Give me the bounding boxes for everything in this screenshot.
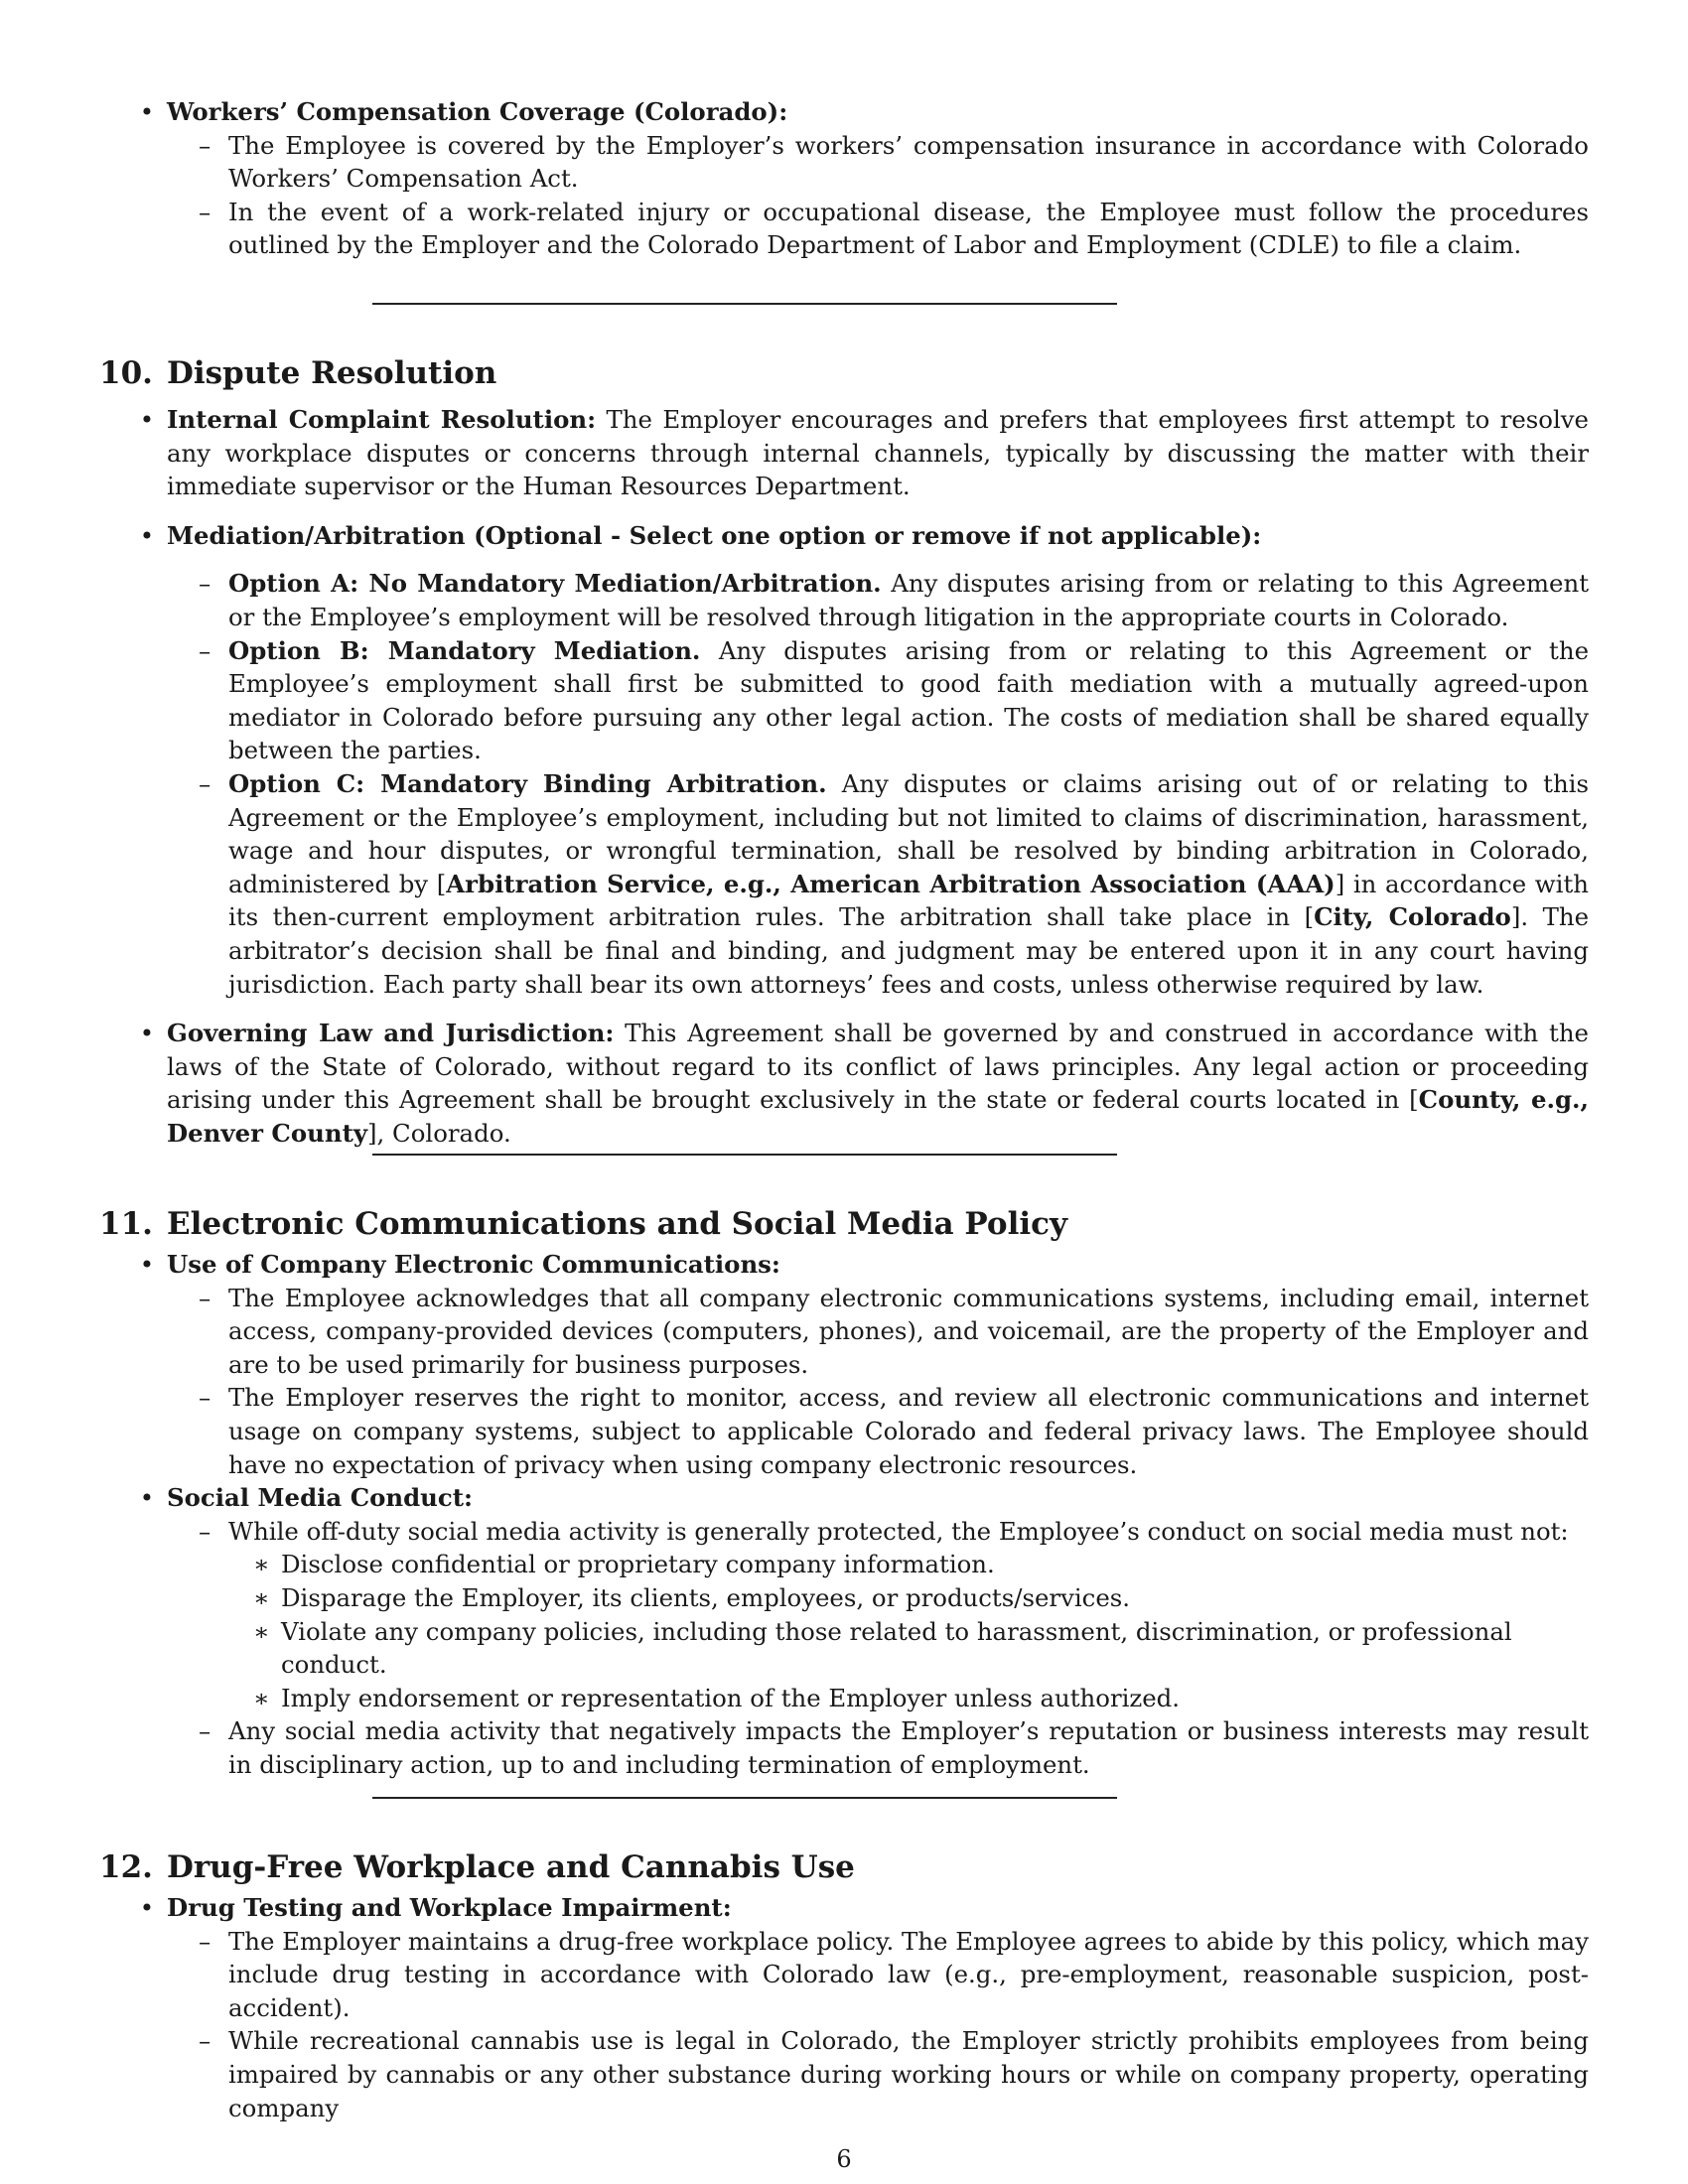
workers-comp-item-text: In the event of a work-related injury or occupational disease, the Employee must follow the procedures outlined by the Employer and the Colorado Department of Labor and Employment (CDLE) to file a claim. (228, 197, 1589, 260)
electronic-use-item-2 (99, 1381, 1589, 1481)
electronic-use-label: Use of Company Electronic Communications: (167, 1250, 780, 1279)
section-number: 10. (99, 355, 153, 391)
drug-testing-item-text: While recreational cannabis use is legal in Colorado, the Employer strictly prohibits employees from being impaired by cannabis or any other substance during working hours or while on company property, operating company (228, 2026, 1589, 2122)
social-media-rule-2 (99, 1581, 1589, 1615)
document-page (99, 95, 1589, 262)
dash-glyph: – (199, 130, 211, 160)
workers-comp-item-text: The Employee is covered by the Employer’s workers’ compensation insurance in accordance with Colorado Workers’ Compensation Act. (228, 130, 1589, 194)
star-glyph: ∗ (253, 1582, 270, 1612)
bullet-electronic-use (99, 1248, 1589, 1282)
governing-law-text: This Agreement shall be governed by and construed in accordance with the laws of the State of Colorado, without regard to its conflict of laws principles. Any legal action or proceeding arising under this Agreement shall be brought exclusively in the state or federal courts located in [ (167, 1019, 1589, 1115)
section-12 (99, 1847, 1589, 2124)
section-title: Drug-Free Workplace and Cannabis Use (166, 1849, 855, 1885)
page-number: 6 (836, 2145, 852, 2173)
drug-testing-item-text: The Employer maintains a drug-free workplace policy. The Employee agrees to abide by this policy, which may include drug testing in accordance with Colorado law (e.g., pre-employment, reasonable suspicion, post-accident). (228, 1926, 1589, 2022)
section-divider (372, 1797, 1117, 1799)
dash-glyph: – (199, 635, 211, 665)
dash-glyph: – (199, 569, 211, 599)
workers-comp-heading: Workers’ Compensation Coverage (Colorado): (167, 97, 788, 126)
dash-glyph: – (199, 197, 211, 226)
drug-testing-item-2 (99, 2024, 1589, 2124)
bullet-glyph: • (139, 1250, 155, 1279)
option-c-text: Any disputes or claims arising out of or relating to this Agreement or the Employee’s employment, including but not limited to claims of discrimination, harassment, wage and hour disputes, or wrongful termination, shall be resolved by binding arbitration in Colorado, administered by [ (228, 768, 1589, 898)
social-media-rule-1 (99, 1548, 1589, 1581)
section-title: Dispute Resolution (166, 355, 497, 391)
governing-law-text: ], Colorado. (367, 1118, 511, 1148)
section-title: Electronic Communications and Social Media Policy (166, 1206, 1068, 1242)
dash-glyph: – (199, 1283, 211, 1312)
bullet-glyph: • (139, 520, 155, 550)
star-glyph: ∗ (253, 1616, 270, 1646)
social-media-rule-4 (99, 1682, 1589, 1715)
mediation-label: Mediation/Arbitration (Optional - Select one option or remove if not applicable): (167, 520, 1262, 550)
governing-law-label: Governing Law and Jurisdiction: (167, 1019, 615, 1048)
bullet-mediation (99, 519, 1589, 553)
star-glyph: ∗ (253, 1683, 270, 1712)
bullet-glyph: • (139, 97, 155, 126)
bullet-social-media (99, 1481, 1589, 1515)
option-c-text: ]. The arbitrator’s decision shall be final and binding, and judgment may be entered upon it in any court having jurisdiction. Each party shall bear its own attorneys’ fees and costs, unless otherwise required by law. (228, 902, 1590, 999)
dash-glyph: – (199, 1516, 211, 1546)
internal-complaint-text: The Employer encourages and prefers that employees first attempt to resolve any workplace disputes or concerns through internal channels, typically by discussing the matter with their immediate supervisor or the Human Resources Department. (167, 405, 1589, 501)
option-a (99, 567, 1589, 633)
county-placeholder: County, e.g., Denver County (167, 1085, 1589, 1148)
social-media-rule-text: Imply endorsement or representation of the Employer unless authorized. (281, 1683, 1181, 1712)
internal-complaint-label: Internal Complaint Resolution: (167, 405, 597, 434)
option-a-text: Any disputes arising from or relating to this Agreement or the Employee’s employment will be resolved through litigation in the appropriate courts in Colorado. (228, 569, 1589, 631)
social-media-rule-text: Disparage the Employer, its clients, employees, or products/services. (281, 1582, 1131, 1612)
social-media-rule-3 (99, 1615, 1589, 1682)
electronic-use-item-text: The Employee acknowledges that all company electronic communications systems, including email, internet access, company-provided devices (computers, phones), and voicemail, are the property of the Employer and are to be used primarily for business purposes. (228, 1283, 1589, 1379)
section-number: 11. (99, 1206, 153, 1242)
section-10-heading (99, 353, 1589, 393)
section-divider (372, 303, 1117, 305)
bullet-workers-comp (99, 95, 1589, 129)
social-media-intro-text: While off-duty social media activity is generally protected, the Employee’s conduct on social media must not: (228, 1516, 1569, 1546)
dash-glyph: – (199, 2026, 211, 2056)
option-c (99, 767, 1589, 1001)
electronic-use-item-1 (99, 1282, 1589, 1382)
social-media-closing (99, 1714, 1589, 1781)
section-number: 12. (99, 1849, 153, 1885)
workers-comp-item-2 (99, 196, 1589, 262)
bullet-glyph: • (139, 1019, 155, 1048)
dash-glyph: – (199, 1926, 211, 1956)
social-media-label: Social Media Conduct: (167, 1483, 474, 1513)
social-media-closing-text: Any social media activity that negatively impacts the Employer’s reputation or business interests may result in disciplinary action, up to and including termination of employment. (228, 1716, 1589, 1779)
dash-glyph: – (199, 1383, 211, 1413)
drug-testing-item-1 (99, 1925, 1589, 2025)
drug-testing-label: Drug Testing and Workplace Impairment: (167, 1893, 732, 1922)
bullet-glyph: • (139, 1483, 155, 1513)
dash-glyph: – (199, 1716, 211, 1746)
dash-glyph: – (199, 768, 211, 798)
option-b-label: Option B: Mandatory Mediation. (228, 635, 701, 665)
option-c-label: Option C: Mandatory Binding Arbitration. (228, 768, 827, 798)
section-12-heading (99, 1847, 1589, 1887)
bullet-internal-complaint (99, 403, 1589, 503)
option-b (99, 634, 1589, 767)
bullet-governing-law (99, 1017, 1589, 1150)
bullet-glyph: • (139, 1893, 155, 1922)
workers-comp-item-1 (99, 129, 1589, 196)
social-media-rule-text: Violate any company policies, including those related to harassment, discrimination, or professional conduct. (281, 1616, 1512, 1680)
option-b-text: Any disputes arising from or relating to this Agreement or the Employee’s employment shall first be submitted to good faith mediation with a mutually agreed-upon mediator in Colorado before pursuing any other legal action. The costs of mediation shall be shared equally between the parties. (228, 635, 1590, 765)
option-a-label: Option A: No Mandatory Mediation/Arbitration. (228, 569, 882, 599)
arbitration-service-placeholder: Arbitration Service, e.g., American Arbitration Association (AAA) (446, 869, 1336, 898)
section-11-heading (99, 1204, 1589, 1244)
bullet-glyph: • (139, 405, 155, 434)
electronic-use-item-text: The Employer reserves the right to monitor, access, and review all electronic communications and internet usage on company systems, subject to applicable Colorado and federal privacy laws. The Employee should have no expectation of privacy when using company electronic resources. (228, 1383, 1589, 1479)
section-divider (372, 1154, 1117, 1156)
option-c-text: ] in accordance with its then-current employment arbitration rules. The arbitration shall take place in [ (228, 869, 1589, 932)
star-glyph: ∗ (253, 1550, 270, 1579)
section-10 (99, 353, 1589, 1150)
social-media-intro (99, 1515, 1589, 1549)
section-11 (99, 1204, 1589, 1782)
bullet-drug-testing (99, 1891, 1589, 1925)
social-media-rule-text: Disclose confidential or proprietary company information. (281, 1550, 995, 1579)
city-placeholder: City, Colorado (1314, 902, 1511, 932)
